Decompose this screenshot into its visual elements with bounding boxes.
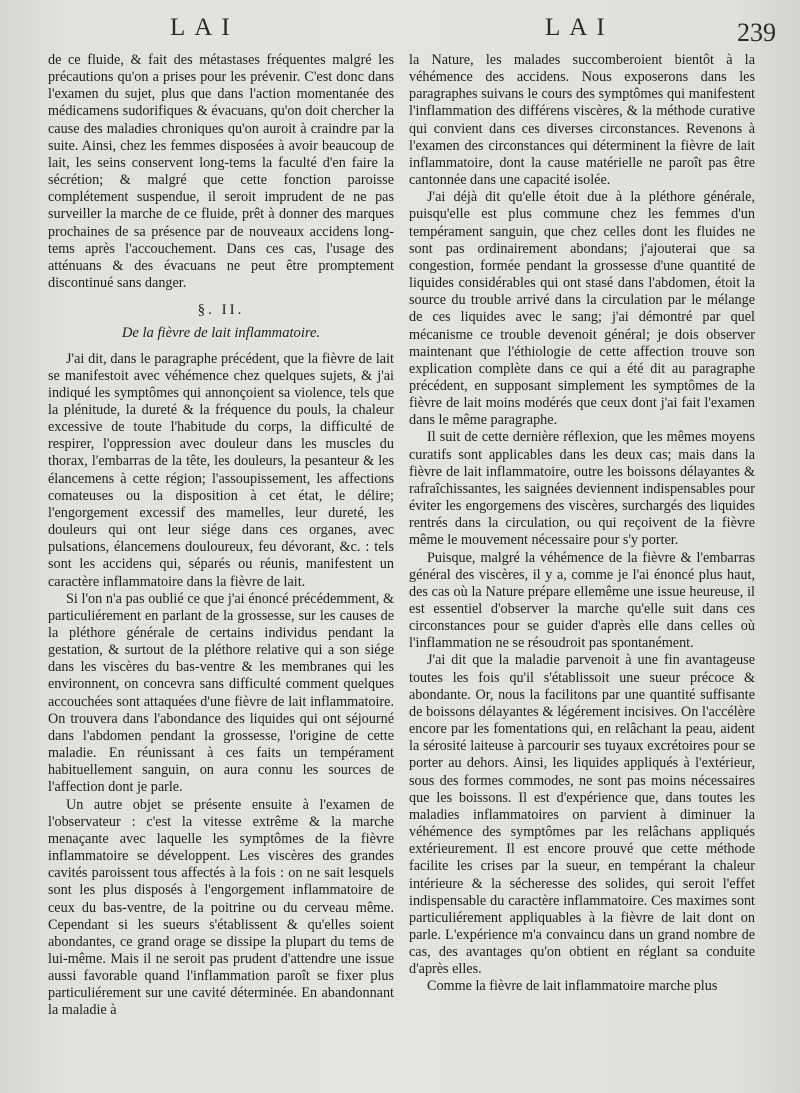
section-number: §. II.	[197, 302, 245, 319]
left-column	[48, 52, 394, 1020]
paragraph: J'ai dit que la maladie parvenoit à une fin avantageuse toutes les fois qu'il s'établissoit une sueur précoce & abondante. Or, nous la facilitons par une quantité suffisante de boissons délayantes & légérement incisives. On l'accélère encore par les fomentations qui, en relâchant la peau, aident la sérosité laiteuse à parcourir ses tuyaux excrétoires pour se porter au dehors. Ainsi, les liquides appliqués à l'extérieur, sous des formes commodes, ne sont pas moins nécessaires que les boissons. Il est d'expérience que, dans toutes les maladies inflammatoires on parvient à diminuer la véhémence des symptômes par les relâchans appliqués extérieurement. Il est encore prouvé que cette méthode facilite les crises par la sueur, en tempérant la chaleur intérieure & la sécheresse des solides, qui seroit l'effet indispensable du caractère inflammatoire. Ces maximes sont particuliérement appliquables à la fièvre de lait dont on parle. L'expérience m'a convaincu dans un grand nombre de cas, des avantages qu'on obtient en réglant sa conduite d'après elles.	[409, 652, 755, 978]
paragraph: J'ai déjà dit qu'elle étoit due à la pléthore générale, puisqu'elle est plus commune chez les femmes d'un tempérament sanguin, que chez celles dont les fluides ne sont pas ordinairement abondans; j'ajouterai que sa congestion, formée pendant la grossesse d'une quantité de liquides considérables qui ont stasé dans l'abdomen, étoit la source du trouble arrivé dans la circulation par le mélange de ces liquides avec le sang; j'ai démontré par quel mécanisme ce trouble devenoit général; je dois observer maintenant que l'éthiologie de cette affection trouve son explication complète dans ce qui a été dit au paragraphe précédent, en supposant simplement les symptômes de la fièvre de lait moins modérés que ceux dont j'ai fait l'examen dans le même paragraphe.	[409, 189, 755, 429]
running-head-left: LAI	[170, 14, 239, 41]
paragraph: Il suit de cette dernière réflexion, que les mêmes moyens curatifs sont applicables dans les deux cas; mais dans la fièvre de lait inflammatoire, outre les boissons délayantes & rafraîchissantes, les saignées deviennent indispensables pour éviter les engorgemens des viscères, surchargés des liquides rentrés dans la circulation, ou qui reçoivent de la fièvre même le mouvement nécessaire pour s'y porter.	[409, 429, 755, 549]
paragraph: Un autre objet se présente ensuite à l'examen de l'observateur : c'est la vitesse extrême & la marche menaçante avec laquelle les symptômes de la fièvre inflammatoire se développent. Les viscères des grandes cavités paroissent tous affectés à la fois : on ne sait lesquels sont les plus disposés à l'engorgement inflammatoire de ceux du bas-ventre, de la poitrine ou du cerveau même. Cependant si les sueurs s'établissent & qu'elles soient abondantes, ce grand orage se dissipe la plupart du tems de lui-même. Mais il ne seroit pas prudent d'attendre une issue aussi favorable quand l'inflammation paroît se fixer plus particuliérement sur une cavité déterminée. En abandonnant la maladie à	[48, 796, 394, 1019]
page-number: 239	[737, 18, 776, 47]
paragraph: J'ai dit, dans le paragraphe précédent, que la fièvre de lait se manifestoit avec véhémence chez quelques sujets, & j'ai indiqué les symptômes qui annonçoient sa violence, tels que la plénitude, la dureté & la fréquence du pouls, la chaleur excessive de toute l'habitude du corps, la difficulté de respirer, l'oppression avec douleur dans les muscles du thorax, l'embarras de la tête, les douleurs, la pesanteur & les élancemens à cette région; l'assoupissement, les affections comateuses ou la disposition à cet état, le délire; l'engorgement excessif des mamelles, leur dureté, les douleurs qui ont leur siége dans ces organes, avec pulsations, élancemens douloureux, feu dévorant, &c. : tels sont les accidens qui, séparés ou réunis, manifestent un caractère inflammatoire dans la fièvre de lait.	[48, 350, 394, 590]
paragraph: Si l'on n'a pas oublié ce que j'ai énoncé précédemment, & particuliérement en parlant de la grossesse, sur les causes de la pléthore générale de certains individus pendant la gestation, & surtout de la pléthore relative qui a son siége dans les viscères du bas-ventre & les membranes qui les environnent, on concevra sans difficulté comment quelques accouchées sont attaquées d'une fièvre de lait inflammatoire. On trouvera dans l'abondance des liquides qui ont séjourné dans l'abdomen pendant la grossesse, l'origine de cette maladie. En réunissant à ces faits un tempérament habituellement sanguin, on aura connu les sources de l'affection dont je parle.	[48, 590, 394, 796]
running-head-right: LAI	[545, 14, 614, 41]
paragraph: Comme la fièvre de lait inflammatoire marche plus	[427, 978, 718, 995]
paragraph: la Nature, les malades succomberoient bientôt à la véhémence des accidens. Nous exposerons dans les paragraphes suivans le cours des symptômes qui manifestent l'inflammation des différens viscères, & la méthode curative qui convient dans ces diverses circonstances. Revenons à l'examen des circonstances qui déterminent la fièvre de lait inflammatoire, dont la cause matérielle ne paroît pas être cantonnée dans une capacité isolée.	[409, 52, 755, 189]
section-title: De la fièvre de lait inflammatoire.	[121, 325, 321, 342]
paragraph: Puisque, malgré la véhémence de la fièvre & l'embarras général des viscères, il y a, comme je l'ai énoncé plus haut, des cas où la Nature prépare ellemême une issue heureuse, il est essentiel d'observer la marche qu'elle suit dans ces circonstances pour se guider d'après elle dans celles où l'inflammation ne se résoudroit pas spontanément.	[409, 549, 755, 652]
right-column	[409, 52, 755, 996]
paragraph: de ce fluide, & fait des métastases fréquentes malgré les précautions qu'on a prises pour les prévenir. C'est donc dans l'examen du sujet, plus que dans l'action momentanée des médicamens sudorifiques & évacuans, qu'on doit chercher la cause des maladies chroniques qu'on auroit à craindre par la suite. Ainsi, chez les femmes disposées à avoir beaucoup de lait, les seins conservent long-tems la faculté d'en faire la sécrétion; & malgré que cette fonction paroisse complétement suspendue, il seroit imprudent de ne pas surveiller la marche de ce fluide, prêt à donner des marques prochaines de sa présence par de nouveaux accidens long-tems après l'accouchement. Dans ces cas, l'usage des atténuans & des évacuans ne peut être promptement discontinué sans danger.	[48, 52, 394, 292]
